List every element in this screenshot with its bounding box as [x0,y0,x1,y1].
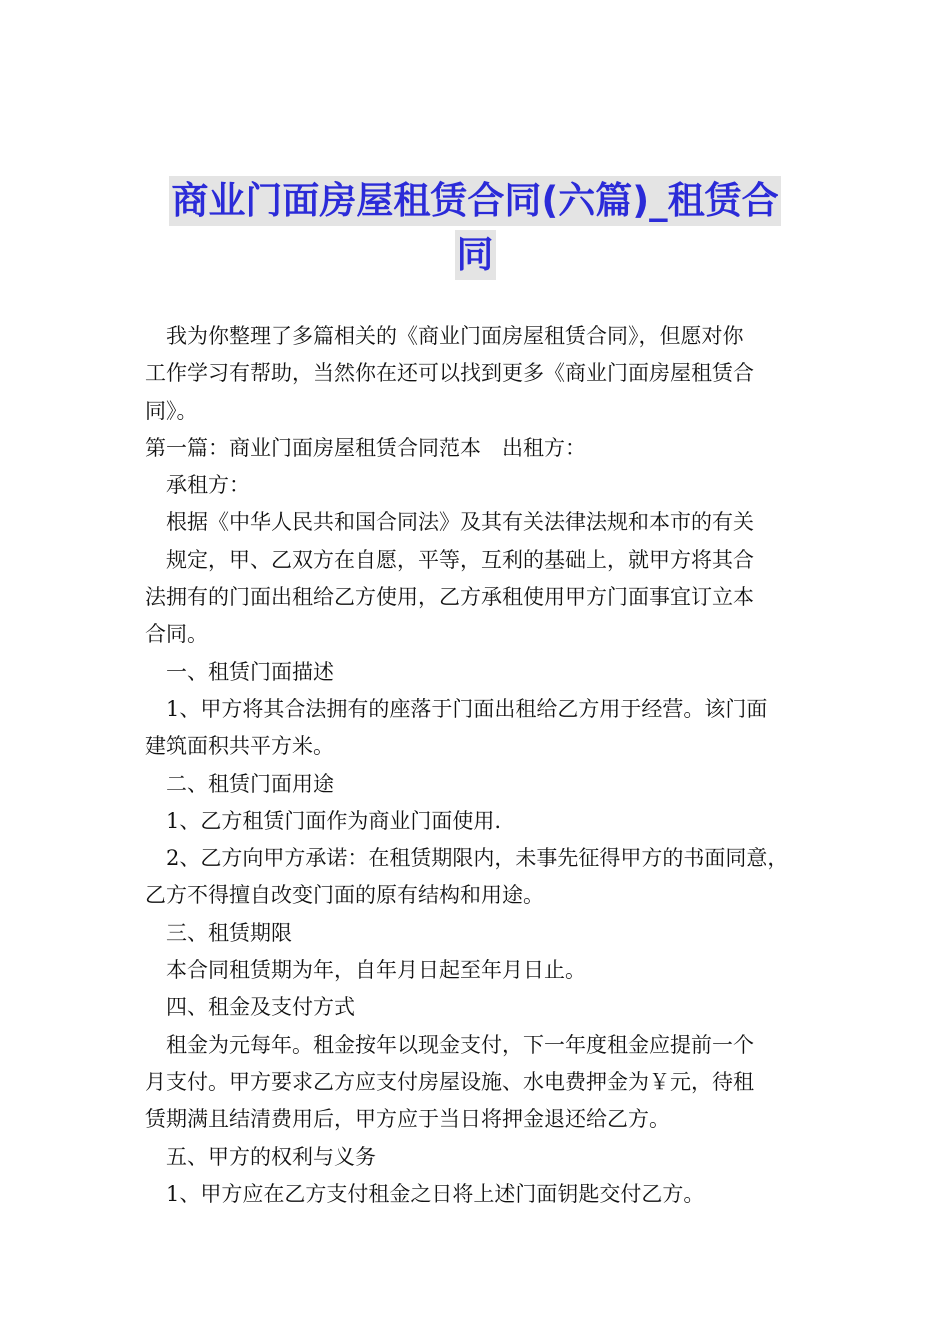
text-line: 法拥有的门面出租给乙方使用，乙方承租使用甲方门面事宜订立本 [145,585,754,610]
text-line: 三、租赁期限 [166,920,292,945]
text-line: 1、甲方应在乙方支付租金之日将上述门面钥匙交付乙方。 [166,1181,705,1206]
text-line: 四、租金及支付方式 [166,995,355,1020]
document-body [145,318,817,1213]
text-line: 第一篇：商业门面房屋租赁合同范本 出租方： [145,435,586,460]
text-line: 2、乙方向甲方承诺：在租赁期限内，未事先征得甲方的书面同意， [166,846,789,871]
text-line: 1、乙方租赁门面作为商业门面使用. [166,808,502,833]
text-line: 一、租赁门面描述 [166,659,334,684]
text-line: 规定，甲、乙双方在自愿，平等，互利的基础上，就甲方将其合 [166,547,754,572]
text-line: 赁期满且结清费用后，甲方应于当日将押金退还给乙方。 [145,1107,670,1132]
text-line: 我为你整理了多篇相关的《商业门面房屋租赁合同》，但愿对你 [166,324,744,348]
title-line-1: 商业门面房屋租赁合同(六篇)_租赁合 [169,176,780,226]
text-line: 同》。 [145,398,198,423]
text-line: 月支付。甲方要求乙方应支付房屋设施、水电费押金为￥元，待租 [145,1069,754,1094]
document-title [0,176,950,280]
text-line: 合同。 [145,622,208,647]
text-line: 建筑面积共平方米。 [145,734,334,759]
text-line: 租金为元每年。租金按年以现金支付，下一年度租金应提前一个 [166,1032,754,1057]
text-line: 承租方： [166,473,250,498]
title-line-2: 同 [455,230,496,280]
text-line: 1、甲方将其合法拥有的座落于门面出租给乙方用于经营。该门面 [166,696,768,721]
text-line: 工作学习有帮助，当然你在还可以找到更多《商业门面房屋租赁合 [145,361,754,386]
text-line: 五、甲方的权利与义务 [166,1144,376,1169]
text-line: 乙方不得擅自改变门面的原有结构和用途。 [145,883,544,908]
text-line: 二、租赁门面用途 [166,771,334,796]
text-line: 根据《中华人民共和国合同法》及其有关法律法规和本市的有关 [166,510,754,535]
text-line: 本合同租赁期为年，自年月日起至年月日止。 [166,958,586,983]
